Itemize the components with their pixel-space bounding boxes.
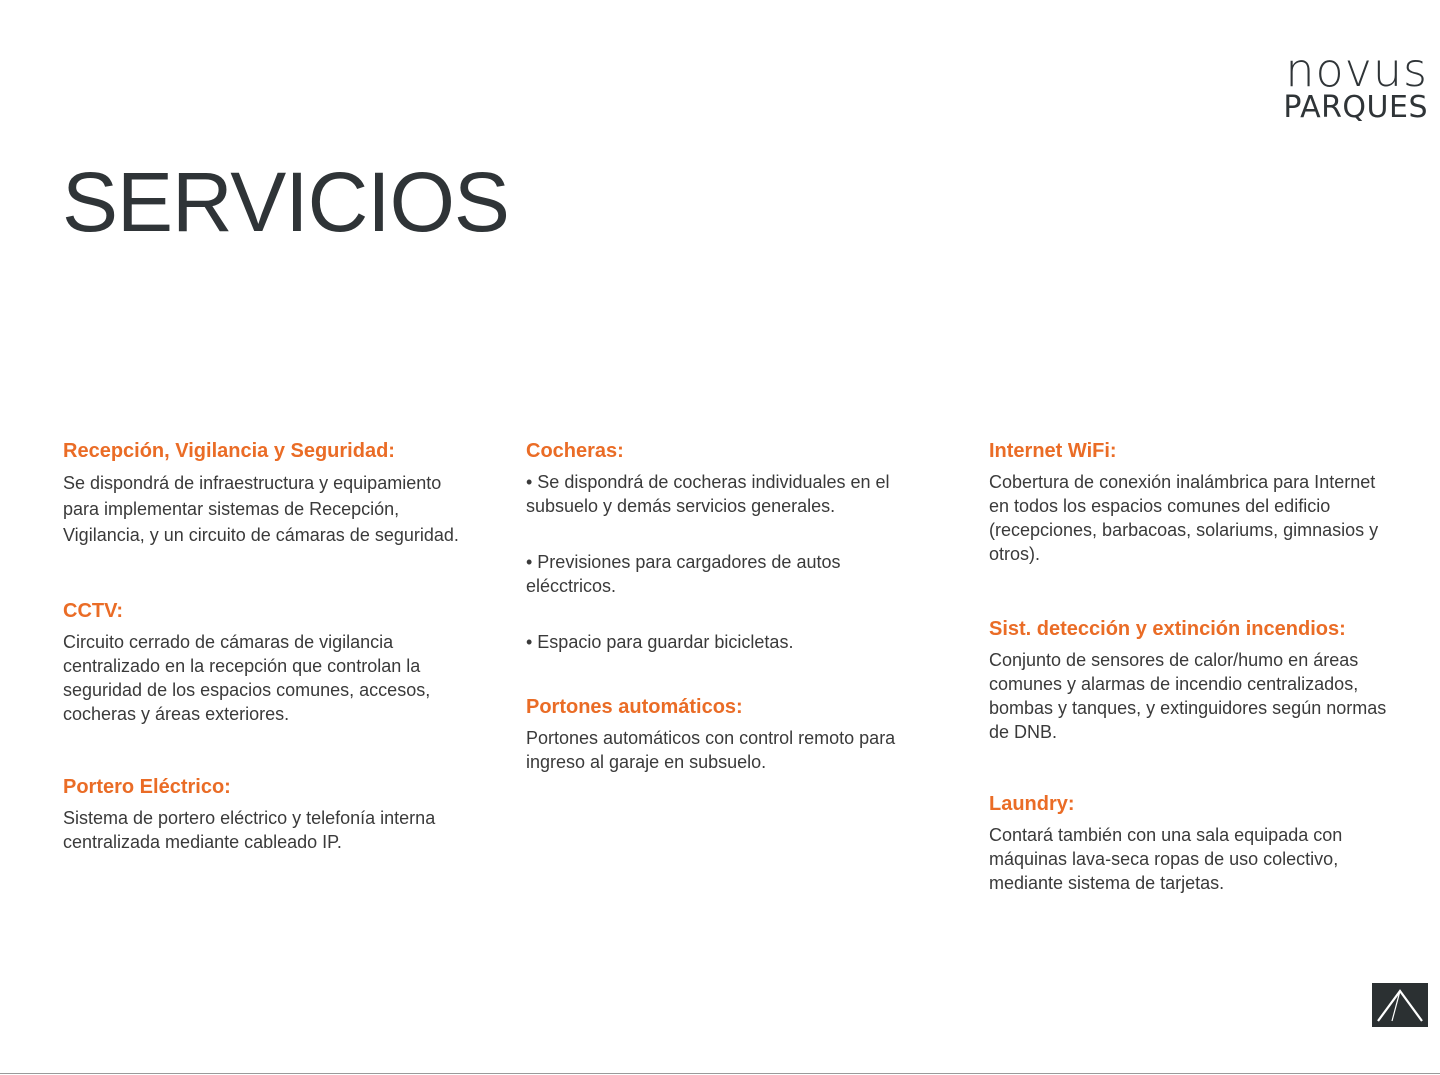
- section-laundry: [989, 791, 1389, 895]
- section-cctv: [63, 598, 463, 726]
- section-wifi: [989, 438, 1389, 566]
- section-heading: Portones automáticos:: [526, 696, 743, 718]
- section-body: Circuito cerrado de cámaras de vigilancia centralizado en la recepción que controlan la seguridad de los espacios comunes, accesos, cocheras y áreas exteriores.: [63, 632, 431, 724]
- section-heading: Laundry:: [989, 793, 1075, 815]
- bullet-item: • Previsiones para cargadores de autos elécctricos.: [526, 552, 841, 596]
- section-heading: Cocheras:: [526, 440, 624, 462]
- section-body: Se dispondrá de infraestructura y equipamiento para implementar sistemas de Recepción, Vigilancia, y un circuito de cámaras de seguridad.: [63, 473, 459, 545]
- section-body: Sistema de portero eléctrico y telefonía interna centralizada mediante cableado IP.: [63, 808, 436, 852]
- section-heading: Recepción, Vigilancia y Seguridad:: [63, 440, 395, 462]
- section-portero: [63, 774, 463, 854]
- section-incendios: [989, 616, 1389, 744]
- chevron-a-logo-icon: [1372, 983, 1428, 1027]
- chevron-a-logo-icon-svg: [1372, 983, 1428, 1027]
- section-heading: Internet WiFi:: [989, 440, 1117, 462]
- section-recepcion: [63, 438, 463, 548]
- brand-logo: [1283, 43, 1428, 125]
- page-title: SERVICIOS: [62, 155, 509, 249]
- logo-wordmark: novus: [1285, 43, 1428, 97]
- section-body: Contará también con una sala equipada con máquinas lava-seca ropas de uso colectivo, mediante sistema de tarjetas.: [989, 825, 1343, 893]
- section-body: Cobertura de conexión inalámbrica para Internet en todos los espacios comunes del edificio (recepciones, barbacoas, solariums, gimnasios y otros).: [989, 472, 1379, 564]
- services-column-2: [526, 438, 926, 774]
- bullet-item: • Espacio para guardar bicicletas.: [526, 632, 794, 652]
- section-heading: CCTV:: [63, 600, 123, 622]
- section-heading: Sist. detección y extinción incendios:: [989, 618, 1346, 640]
- section-heading: Portero Eléctrico:: [63, 776, 231, 798]
- section-body: Conjunto de sensores de calor/humo en áreas comunes y alarmas de incendio centralizados, bombas y tanques, y extinguidores según normas de DNB.: [989, 650, 1387, 742]
- services-column-1: [63, 438, 463, 854]
- services-column-3: [989, 438, 1389, 895]
- section-cocheras: [526, 438, 926, 654]
- logo-subtitle: PARQUES: [1283, 90, 1428, 125]
- section-body: Portones automáticos con control remoto para ingreso al garaje en subsuelo.: [526, 728, 896, 772]
- bottom-divider: [0, 1073, 1440, 1074]
- bullet-item: • Se dispondrá de cocheras individuales en el subsuelo y demás servicios generales.: [526, 472, 890, 516]
- section-portones: [526, 694, 926, 774]
